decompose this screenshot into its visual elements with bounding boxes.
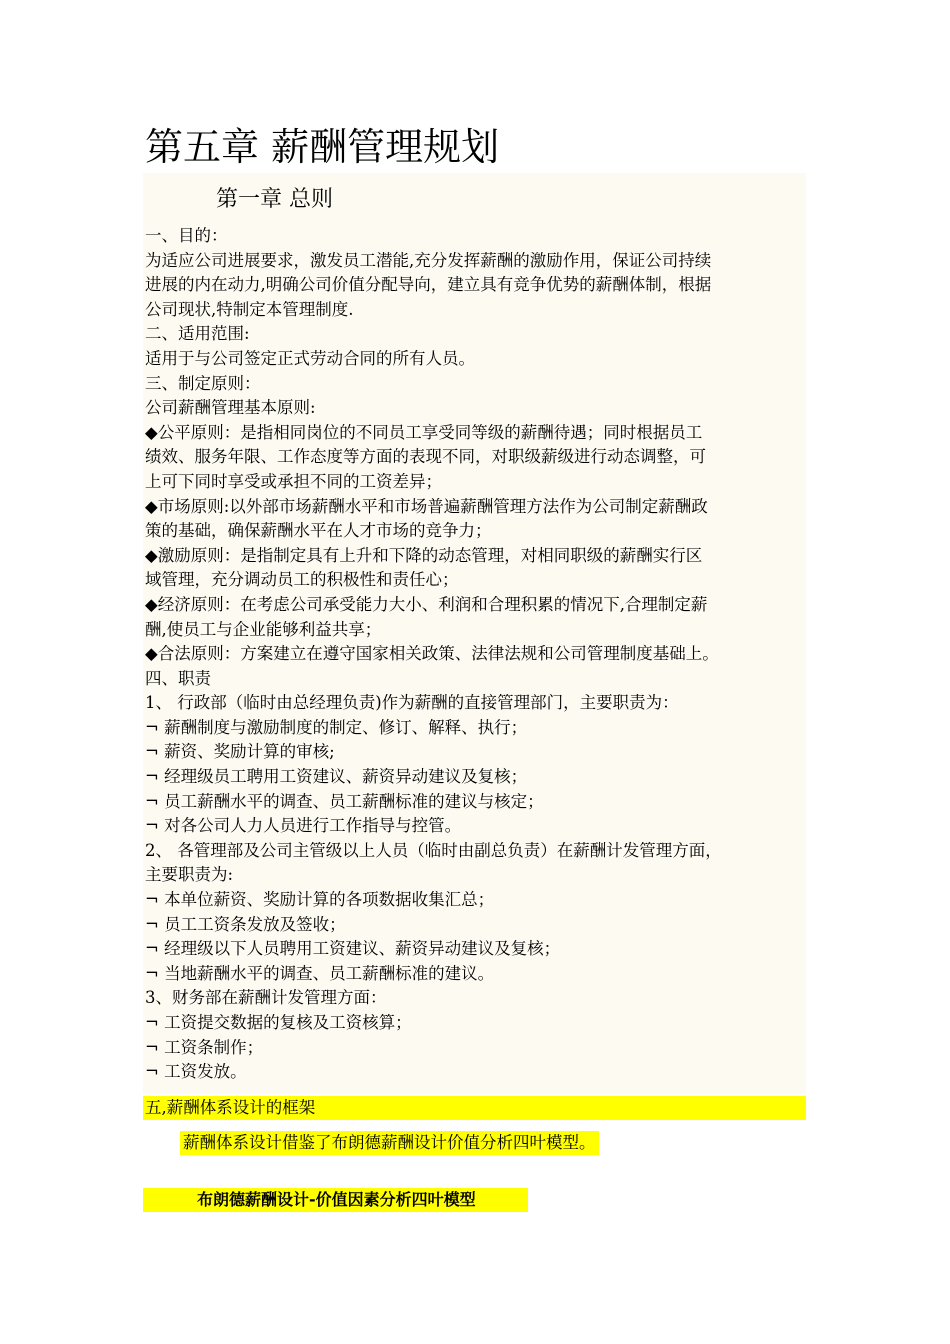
text-line: ¬ 工资条制作； xyxy=(145,1037,264,1057)
text-line: ◆经济原则：在考虑公司承受能力大小、利润和合理积累的情况下,合理制定薪 xyxy=(145,594,708,614)
text-line: 二、适用范围: xyxy=(145,324,250,344)
text-line: 策的基础，确保薪酬水平在人才市场的竞争力； xyxy=(145,521,492,541)
text-line: ◆市场原则:以外部市场薪酬水平和市场普遍薪酬管理方法作为公司制定薪酬政 xyxy=(145,496,708,516)
text-line: ¬ 薪酬制度与激励制度的制定、修订、解释、执行； xyxy=(145,717,528,737)
text-line: ◆公平原则：是指相同岗位的不同员工享受同等级的薪酬待遇；同时根据员工 xyxy=(145,422,703,442)
text-line: 适用于与公司签定正式劳动合同的所有人员。 xyxy=(145,348,475,368)
text-line: 主要职责为: xyxy=(145,865,234,885)
text-line: ¬ 本单位薪资、奖励计算的各项数据收集汇总； xyxy=(145,890,495,910)
text-line: ◆合法原则：方案建立在遵守国家相关政策、法律法规和公司管理制度基础上。 xyxy=(145,644,719,664)
text-line: 三、制定原则： xyxy=(145,373,261,393)
text-line: ¬ 薪资、奖励计算的审核; xyxy=(145,742,335,762)
chapter-body xyxy=(143,173,806,1094)
text-line: ¬ 经理级员工聘用工资建议、薪资异动建议及复核； xyxy=(145,767,528,787)
text-line: ¬ 经理级以下人员聘用工资建议、薪资异动建议及复核； xyxy=(145,939,561,959)
text-line: 3、财务部在薪酬计发管理方面： xyxy=(145,988,387,1008)
text-line: ¬ 工资发放。 xyxy=(145,1062,247,1082)
chapter-heading: 第一章 总则 xyxy=(216,187,333,212)
text-line: 进展的内在动力,明确公司价值分配导向，建立具有竞争优势的薪酬体制，根据 xyxy=(145,275,712,295)
text-line: 上可下同时享受或承担不同的工资差异； xyxy=(145,471,442,491)
model-heading: 布朗德薪酬设计-价值因素分析四叶模型 xyxy=(143,1188,528,1212)
text-line: 2、 各管理部及公司主管级以上人员（临时由副总负责）在薪酬计发管理方面， xyxy=(145,840,722,860)
text-line: 1、 行政部（临时由总经理负责)作为薪酬的直接管理部门，主要职责为： xyxy=(145,693,679,713)
text-line: 一、目的： xyxy=(145,226,228,245)
text-line: 域管理，充分调动员工的积极性和责任心； xyxy=(145,570,459,590)
text-line: ¬ 员工工资条发放及签收； xyxy=(145,914,346,934)
text-line: 为适应公司进展要求，激发员工潜能,充分发挥薪酬的激励作用，保证公司持续 xyxy=(145,250,712,270)
section-five-heading: 五,薪酬体系设计的框架 xyxy=(143,1096,806,1120)
text-line: 公司薪酬管理基本原则: xyxy=(145,398,316,418)
text-line: 绩效、服务年限、工作态度等方面的表现不同，对职级薪级进行动态调整，可 xyxy=(145,447,706,467)
text-line: 四、职责 xyxy=(145,668,211,688)
text-line: ¬ 当地薪酬水平的调查、员工薪酬标准的建议。 xyxy=(145,963,495,983)
text-line: ¬ 工资提交数据的复核及工资核算； xyxy=(145,1013,412,1032)
text-line: ¬ 员工薪酬水平的调查、员工薪酬标准的建议与核定； xyxy=(145,791,544,811)
text-line: 公司现状,特制定本管理制度. xyxy=(145,299,354,319)
document-title: 第五章 薪酬管理规划 xyxy=(145,125,500,169)
text-line: 酬,使员工与企业能够利益共享； xyxy=(145,619,382,639)
text-line: ¬ 对各公司人力人员进行工作指导与控管。 xyxy=(145,816,462,836)
text-line: ◆激励原则：是指制定具有上升和下降的动态管理，对相同职级的薪酬实行区 xyxy=(145,545,703,565)
intro-sentence: 薪酬体系设计借鉴了布朗德薪酬设计价值分析四叶模型。 xyxy=(180,1131,599,1155)
body-text xyxy=(145,224,807,1085)
